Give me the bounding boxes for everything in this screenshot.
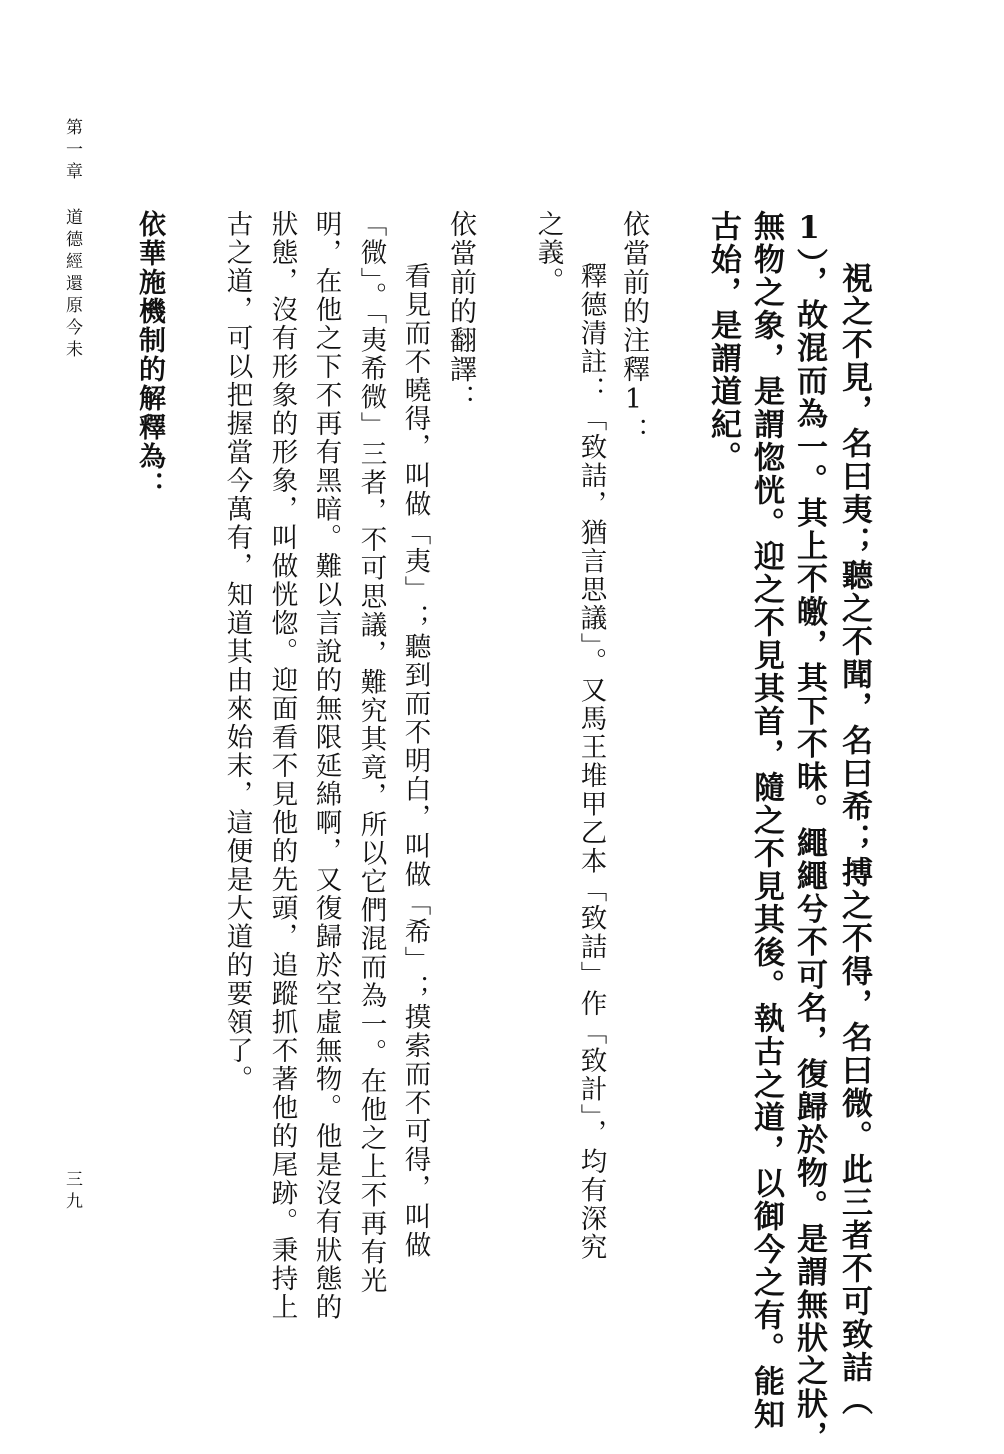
translation-heading: 依當前的翻譯： <box>445 210 476 413</box>
chapter-label: 第一章 <box>62 118 82 184</box>
book-title: 道德經還原今未 <box>62 208 82 362</box>
translation-line-4: 狀態，沒有形象的形象，叫做恍惚。迎面看不見他的先頭，追蹤抓不著他的尾跡。秉持上 <box>266 210 298 1322</box>
annotation-line-2: 之義。 <box>532 210 564 296</box>
main-text-line-4: 古始，是謂道紀。 <box>705 210 741 474</box>
translation-line-1: 看見而不曉得，叫做「夷」；聽到而不明白，叫做「希」；摸索而不可得，叫做 <box>399 262 431 1260</box>
main-text-line-3: 無物之象，是謂惚恍。迎之不見其首，隨之不見其後。執古之道，以御今之有。能知 <box>748 210 784 1431</box>
translation-line-2: 「微」。「夷希微」三者，不可思議，難究其竟，所以它們混而為一。在他之上不再有光 <box>355 210 387 1295</box>
main-text-line-1: 視之不見，名曰夷；聽之不聞，名曰希；搏之不得，名曰微。此三者不可致詰（ <box>836 262 872 1417</box>
explanation-heading: 依華施機制的解釋為： <box>134 210 165 500</box>
translation-line-5: 古之道，可以把握當今萬有，知道其由來始末，這便是大道的要領了。 <box>221 210 253 1094</box>
annotation-line-1: 釋德清註：「致詰，猶言思議」。又馬王堆甲乙本「致詰」作「致計」，均有深究 <box>575 262 607 1262</box>
page-number: 三九 <box>62 1170 82 1214</box>
main-text-line-2: 1），故混而為一。其上不皦，其下不昧。繩繩兮不可名，復歸於物。是謂無狀之狀， <box>791 210 827 1454</box>
translation-line-3: 明，在他之下不再有黑暗。難以言說的無限延綿啊，又復歸於空虛無物。他是沒有狀態的 <box>310 210 342 1322</box>
annotation-heading: 依當前的注釋1： <box>618 210 649 446</box>
